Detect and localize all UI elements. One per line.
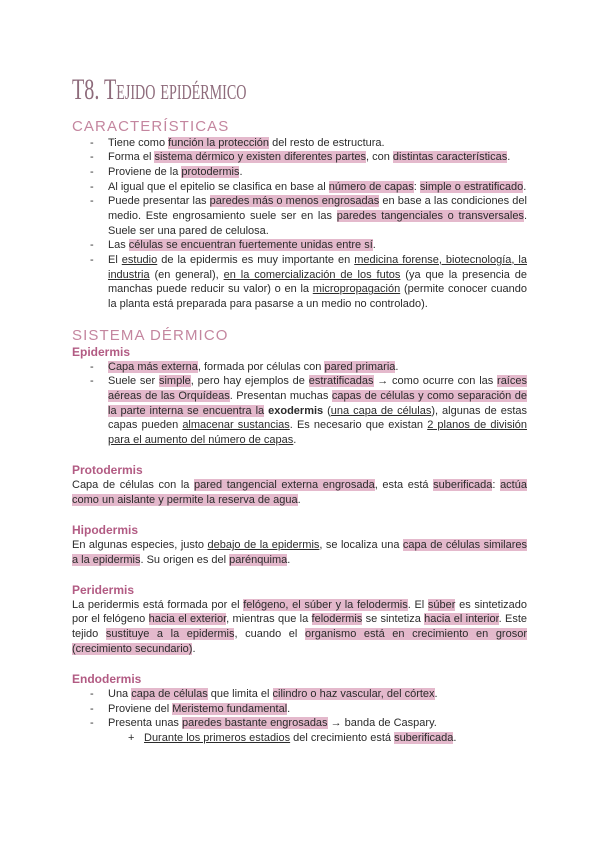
text-run: . [507, 151, 511, 164]
list-item [72, 136, 527, 151]
text-run: Proviene del [108, 702, 173, 715]
dash-bullet-marker: - [90, 253, 94, 266]
text-run: en base a las condiciones del medio. Este engrosamiento suele ser en las [108, 195, 527, 222]
text-run: . Su origen es del [140, 553, 230, 566]
endodermis-list [72, 687, 527, 746]
page-content [72, 71, 527, 746]
highlighted-text: hacia el interior [424, 613, 499, 626]
highlighted-text: número de capas [328, 180, 414, 193]
highlighted-text: organismo está en crecimiento en grosor (crecimiento secundario) [72, 628, 527, 655]
text-run: . [287, 553, 291, 566]
list-item [72, 180, 527, 195]
text-run: ( [323, 404, 331, 417]
dash-bullet-marker: - [90, 702, 94, 715]
text-run: , se localiza una [319, 538, 403, 551]
epidermis-list [72, 360, 527, 448]
highlighted-text: paredes bastante engrosadas [182, 717, 328, 730]
dash-bullet-marker: - [90, 151, 94, 164]
list-item [72, 194, 527, 238]
text-run: . Suele ser una pared de celulosa. [108, 209, 527, 237]
underlined-text: estudio [121, 253, 158, 266]
highlighted-text: suberificada [394, 731, 454, 744]
text-run: , mientras que la [226, 613, 312, 626]
dash-bullet-marker: - [90, 136, 94, 149]
dash-bullet-marker: - [90, 360, 94, 373]
highlighted-text: felodermis [311, 613, 363, 626]
text-run: . Es necesario que existan [289, 419, 428, 432]
text-run: (en general), [149, 268, 224, 281]
text-run: . [395, 360, 399, 373]
highlighted-text: paredes tangenciales o transversales [336, 209, 524, 222]
text-run: , con [366, 151, 393, 164]
text-run: Una [108, 687, 132, 700]
bold-text: exodermis [268, 404, 324, 417]
hipodermis-paragraph [72, 538, 527, 567]
underlined-text: en la comercialización de los futos [223, 268, 401, 281]
text-run: de la epidermis es muy importante en [157, 253, 355, 266]
text-run: . [523, 180, 527, 193]
highlighted-text: cilindro o haz vascular, del córtex [272, 687, 435, 700]
text-run: En algunas especies, justo [72, 538, 208, 551]
highlighted-text: pared primaria [324, 360, 396, 373]
list-item [72, 165, 527, 180]
text-run: (permite conocer cuando la planta está preparada para pasarse a un medio no controlado). [108, 283, 527, 310]
text-run: que limita el [207, 687, 273, 700]
text-run: Capa de células con la [72, 479, 194, 492]
highlighted-text: capas de células y como separación de la parte interna se encuentra la [108, 389, 527, 417]
highlighted-text: función la protección [168, 136, 270, 149]
highlighted-text: raíces aéreas de las Orquídeas [108, 375, 527, 402]
text-run: : [492, 479, 501, 492]
highlighted-text: súber [427, 598, 456, 611]
highlighted-text: capa de células similares a la epidermis [72, 538, 528, 566]
underlined-text: Durante los primeros estadios [144, 731, 291, 744]
text-run: → banda de Caspary. [327, 717, 437, 730]
text-run: . Este tejido [72, 613, 528, 641]
text-run: Puede presentar las [108, 195, 210, 208]
text-run: . [453, 731, 457, 744]
text-run: es sintetizado por el felógeno [72, 598, 527, 626]
subheading-peridermis: Peridermis [72, 582, 135, 597]
text-run: , pero hay ejemplos de [190, 375, 309, 388]
subheading-epidermis: Epidermis [72, 344, 131, 359]
highlighted-text: estratificadas [308, 375, 374, 388]
highlighted-text: protodermis [181, 165, 240, 178]
text-run: . [372, 239, 376, 252]
dash-bullet-marker: - [90, 687, 94, 700]
highlighted-text: hacia el exterior [148, 613, 227, 626]
text-run: . [192, 642, 196, 655]
list-item [72, 360, 527, 375]
highlighted-text: células se encuentran fuertemente unidas entre sí [128, 239, 373, 252]
text-run: Al igual que el epitelio se clasifica en base al [108, 180, 329, 193]
highlighted-text: Meristemo fundamental [172, 702, 288, 715]
text-run: del crecimiento está [290, 731, 395, 744]
subheading-protodermis: Protodermis [72, 463, 143, 478]
text-run: : [413, 180, 420, 193]
text-run: . El [407, 598, 428, 611]
highlighted-text: sustituye a la epidermis [105, 628, 235, 641]
underlined-text: medicina forense, biotecnología, la industria [108, 253, 527, 281]
protodermis-paragraph [72, 478, 527, 507]
text-run: (ya que la presencia de manchas puede reducir su valor) o en la [108, 268, 528, 296]
dash-bullet-marker: - [90, 375, 94, 388]
text-run: Proviene de la [108, 165, 182, 178]
highlighted-text: paredes más o menos engrosadas [209, 195, 380, 208]
text-run: . [287, 702, 291, 715]
highlighted-text: actúa como un aislante y permite la reserva de agua [72, 479, 527, 506]
sub-list-item [72, 731, 527, 746]
underlined-text: micropropagación [312, 283, 401, 296]
text-run: se sintetiza [362, 613, 425, 626]
text-run: Forma el [108, 151, 155, 164]
text-run: El [108, 253, 122, 266]
underlined-text: almacenar sustancias [182, 419, 290, 432]
highlighted-text: Capa más externa [108, 360, 198, 373]
peridermis-paragraph [72, 598, 527, 657]
text-run: . [239, 165, 243, 178]
highlighted-text: sistema dérmico y existen diferentes partes [154, 151, 367, 164]
list-item [72, 716, 527, 731]
text-run: Las [108, 239, 129, 252]
list-item [72, 253, 527, 312]
section-heading-sistema-dermico: SISTEMA DÉRMICO [72, 327, 229, 345]
caracteristicas-list [72, 136, 527, 312]
list-item [72, 150, 527, 165]
highlighted-text: distintas características [392, 151, 508, 164]
text-run: . [297, 493, 301, 506]
text-run: La peridermis está formada por el [72, 598, 244, 611]
text-run: Presenta unas [108, 717, 182, 730]
text-run: , esta está [374, 479, 434, 492]
highlighted-text: parénquima [229, 553, 288, 566]
underlined-text: debajo de la epidermis [207, 538, 320, 551]
dash-bullet-marker: - [90, 165, 94, 178]
subheading-hipodermis: Hipodermis [72, 522, 139, 537]
text-run: . Presentan muchas [229, 389, 332, 402]
dash-bullet-marker: - [90, 239, 94, 252]
list-item [72, 238, 527, 253]
text-run: Suele ser [108, 375, 159, 388]
highlighted-text: capa de células [131, 687, 208, 700]
text-run: . [293, 433, 297, 446]
section-heading-caracteristicas: CARACTERÍSTICAS [72, 118, 230, 135]
subheading-endodermis: Endodermis [72, 671, 142, 686]
text-run: Tiene como [108, 136, 169, 149]
dash-bullet-marker: - [90, 717, 94, 730]
list-item [72, 687, 527, 702]
text-run: → como ocurre con las [373, 375, 498, 388]
underlined-text: una capa de células [330, 404, 432, 417]
highlighted-text: suberificada [433, 479, 493, 492]
page-title: T8. Tejido epidérmico [72, 73, 247, 106]
highlighted-text: felógeno, el súber y la felodermis [243, 598, 408, 611]
text-run: . [434, 687, 438, 700]
text-run: ), algunas de estas capas pueden [108, 404, 527, 432]
plus-bullet-marker: + [128, 731, 135, 744]
dash-bullet-marker: - [90, 180, 94, 193]
text-run: del resto de estructura. [269, 136, 385, 149]
highlighted-text: simple o estratificado [419, 180, 524, 193]
list-item [72, 374, 527, 447]
list-item [72, 702, 527, 717]
text-run: , formada por células con [197, 360, 325, 373]
text-run: , cuando el [234, 628, 305, 641]
highlighted-text: pared tangencial externa engrosada [193, 479, 375, 492]
underlined-text: 2 planos de división para el aumento del número de capas [108, 419, 528, 446]
highlighted-text: simple [158, 375, 191, 388]
dash-bullet-marker: - [90, 195, 94, 208]
